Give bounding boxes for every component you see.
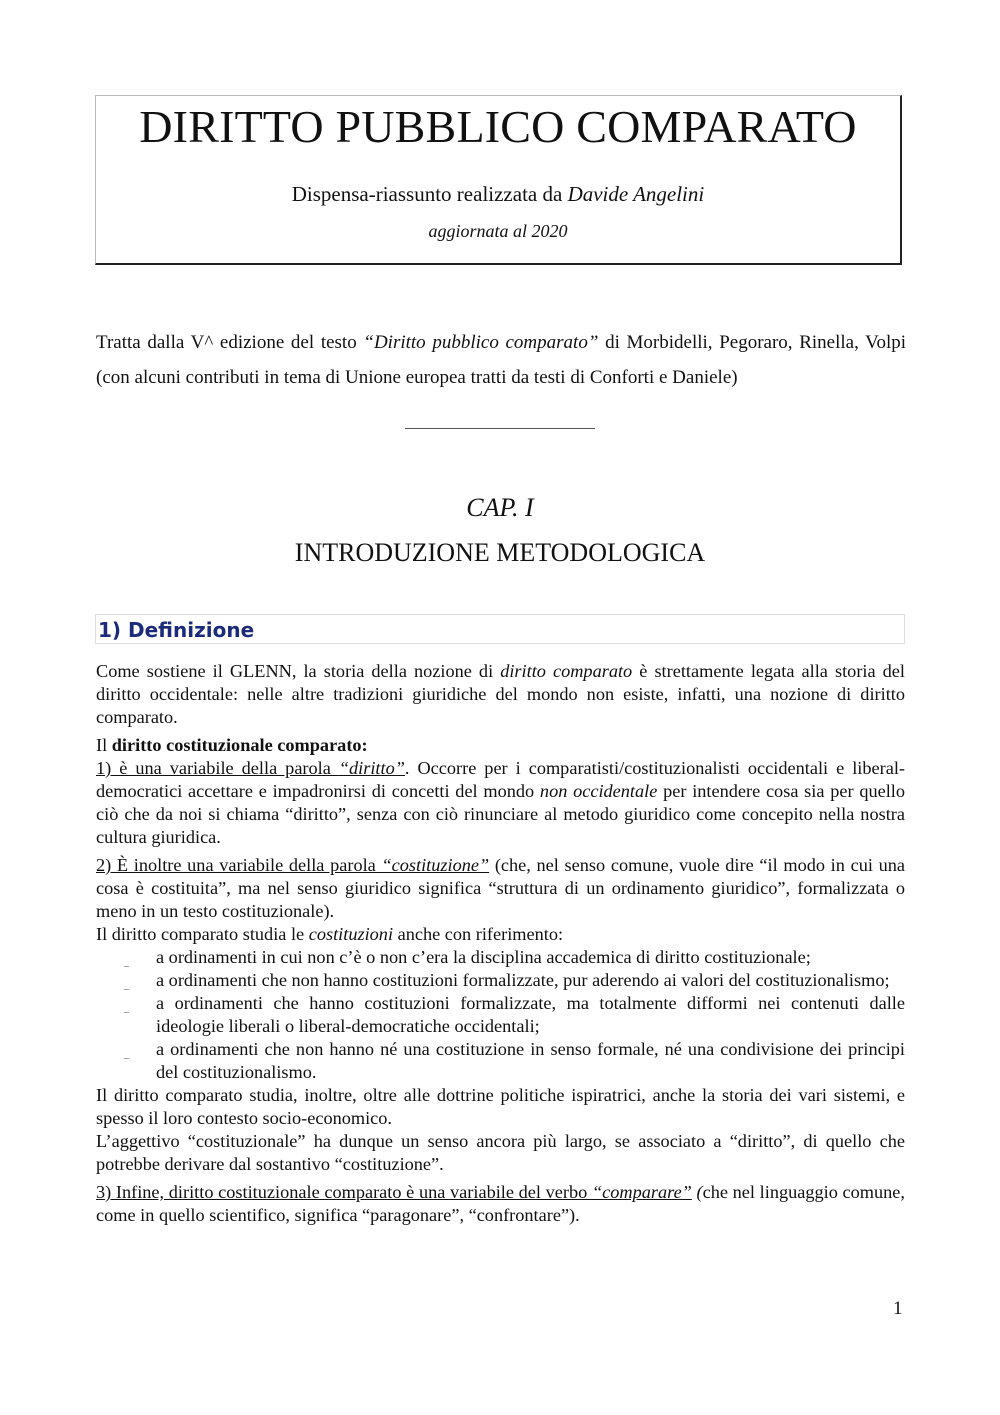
text-span: per intendere cosa sia per quello ciò che da noi si chiama “diritto”, senza con ciò rinunciare al metodo giuridico come concepito nella nostra cultura giuridica. [96,781,906,847]
source-note [96,325,906,395]
separator-line [405,428,595,429]
text-span: (che, nel senso comune, vuole dire “il modo in cui una cosa è costituita”, ma nel senso giuridico significa “struttura di un ordinamento giuridico”, formalizzata o meno in un testo costituzionale). [96,855,905,921]
update-note: aggiornata al 2020 [428,221,568,241]
section-body [96,660,905,1227]
bullet-icon: _ [124,1003,129,1014]
source-suffix: di Morbidelli, Pegoraro, Rinella, Volpi (con alcuni contributi in tema di Unione europea tratti da testi di Conforti e Daniele) [96,332,906,388]
list-item-text: a ordinamenti che non hanno costituzioni formalizzate, pur aderendo ai valori del costituzionalismo; [156,970,890,990]
text-span: che nel linguaggio comune, come in quello scientifico, significa “paragonare”, “confrontare”). [96,1182,905,1225]
source-book-title: “Diritto pubblico comparato” [363,332,599,353]
paragraph-scope [96,923,905,946]
chapter-title: INTRODUZIONE METODOLOGICA [294,538,706,567]
list-item [96,1038,905,1084]
emphasis: “comparare” [591,1182,692,1202]
list-item-text: a ordinamenti che hanno costituzioni formalizzate, ma totalmente difformi nei contenuti dalle ideologie liberali o liberal-democratiche occidentali; [156,993,905,1036]
section-heading: 1) Definizione [95,614,905,644]
emphasis: non occidentale [539,781,658,801]
emphasis: costituzioni [308,924,394,944]
text-span: Come sostiene il GLENN, la storia della nozione di [96,661,501,681]
paragraph-adjective: L’aggettivo “costituzionale” ha dunque un senso ancora più largo, se associato a “diritto”, di quello che potrebbe derivare dal sostantivo “costituzione”. [96,1131,905,1174]
text-span: Il diritto comparato studia le [96,924,309,944]
scope-list [96,946,905,1084]
text-span: 1) è una variabile della parola [96,758,339,778]
text-span: è strettamente legata alla storia del diritto occidentale: nelle altre tradizioni giuridiche del mondo non esiste, infatti, una nozione di diritto comparato. [96,661,905,727]
list-item [96,969,905,992]
text-span: anche con riferimento: [393,924,564,944]
document-subtitle [96,182,900,207]
underlined-text [96,758,405,778]
text-span: 3) Infine, diritto costituzionale comparato è una variabile del verbo [96,1182,592,1202]
paragraph-point-3 [96,1181,905,1227]
subtitle-prefix: Dispensa-riassunto realizzata da [291,182,568,206]
emphasis: ( [691,1182,703,1202]
list-item [96,992,905,1038]
author-name: Davide Angelini [567,182,705,206]
bullet-icon: _ [124,980,129,991]
emphasis: diritto comparato [500,661,633,681]
paragraph-point-1 [96,757,905,849]
emphasis: “diritto” [338,758,405,778]
title-box [95,95,902,265]
paragraph-intro [96,660,905,729]
document-title: DIRITTO PUBBLICO COMPARATO [139,101,857,152]
underlined-text [96,1182,692,1202]
chapter-number: CAP. I [466,493,534,522]
paragraph-subject [96,734,905,757]
list-item [96,946,905,969]
bullet-icon: _ [124,1049,129,1060]
list-item-text: a ordinamenti in cui non c’è o non c’era la disciplina accademica di diritto costituzionale; [156,947,811,967]
page-number: 1 [893,1298,903,1319]
bullet-icon: _ [124,957,129,968]
source-prefix: Tratta dalla V^ edizione del testo [96,332,364,353]
emphasis: “costituzione” [381,855,490,875]
text-span: Il [96,735,112,755]
paragraph-history: Il diritto comparato studia, inoltre, oltre alle dottrine politiche ispiratrici, anche la storia dei vari sistemi, e spesso il loro contesto socio-economico. [96,1085,905,1128]
bold-term: diritto costituzionale comparato: [111,735,368,755]
underlined-text [96,855,489,875]
paragraph-point-2 [96,854,905,923]
list-item-text: a ordinamenti che non hanno né una costituzione in senso formale, né una condivisione dei principi del costituzionalismo. [156,1039,905,1082]
text-span: 2) È inoltre una variabile della parola [96,855,382,875]
text-span: . Occorre per i comparatisti/costituzionalisti occidentali e liberal-democratici accettare e impadronirsi di concetti del mondo [96,758,905,801]
